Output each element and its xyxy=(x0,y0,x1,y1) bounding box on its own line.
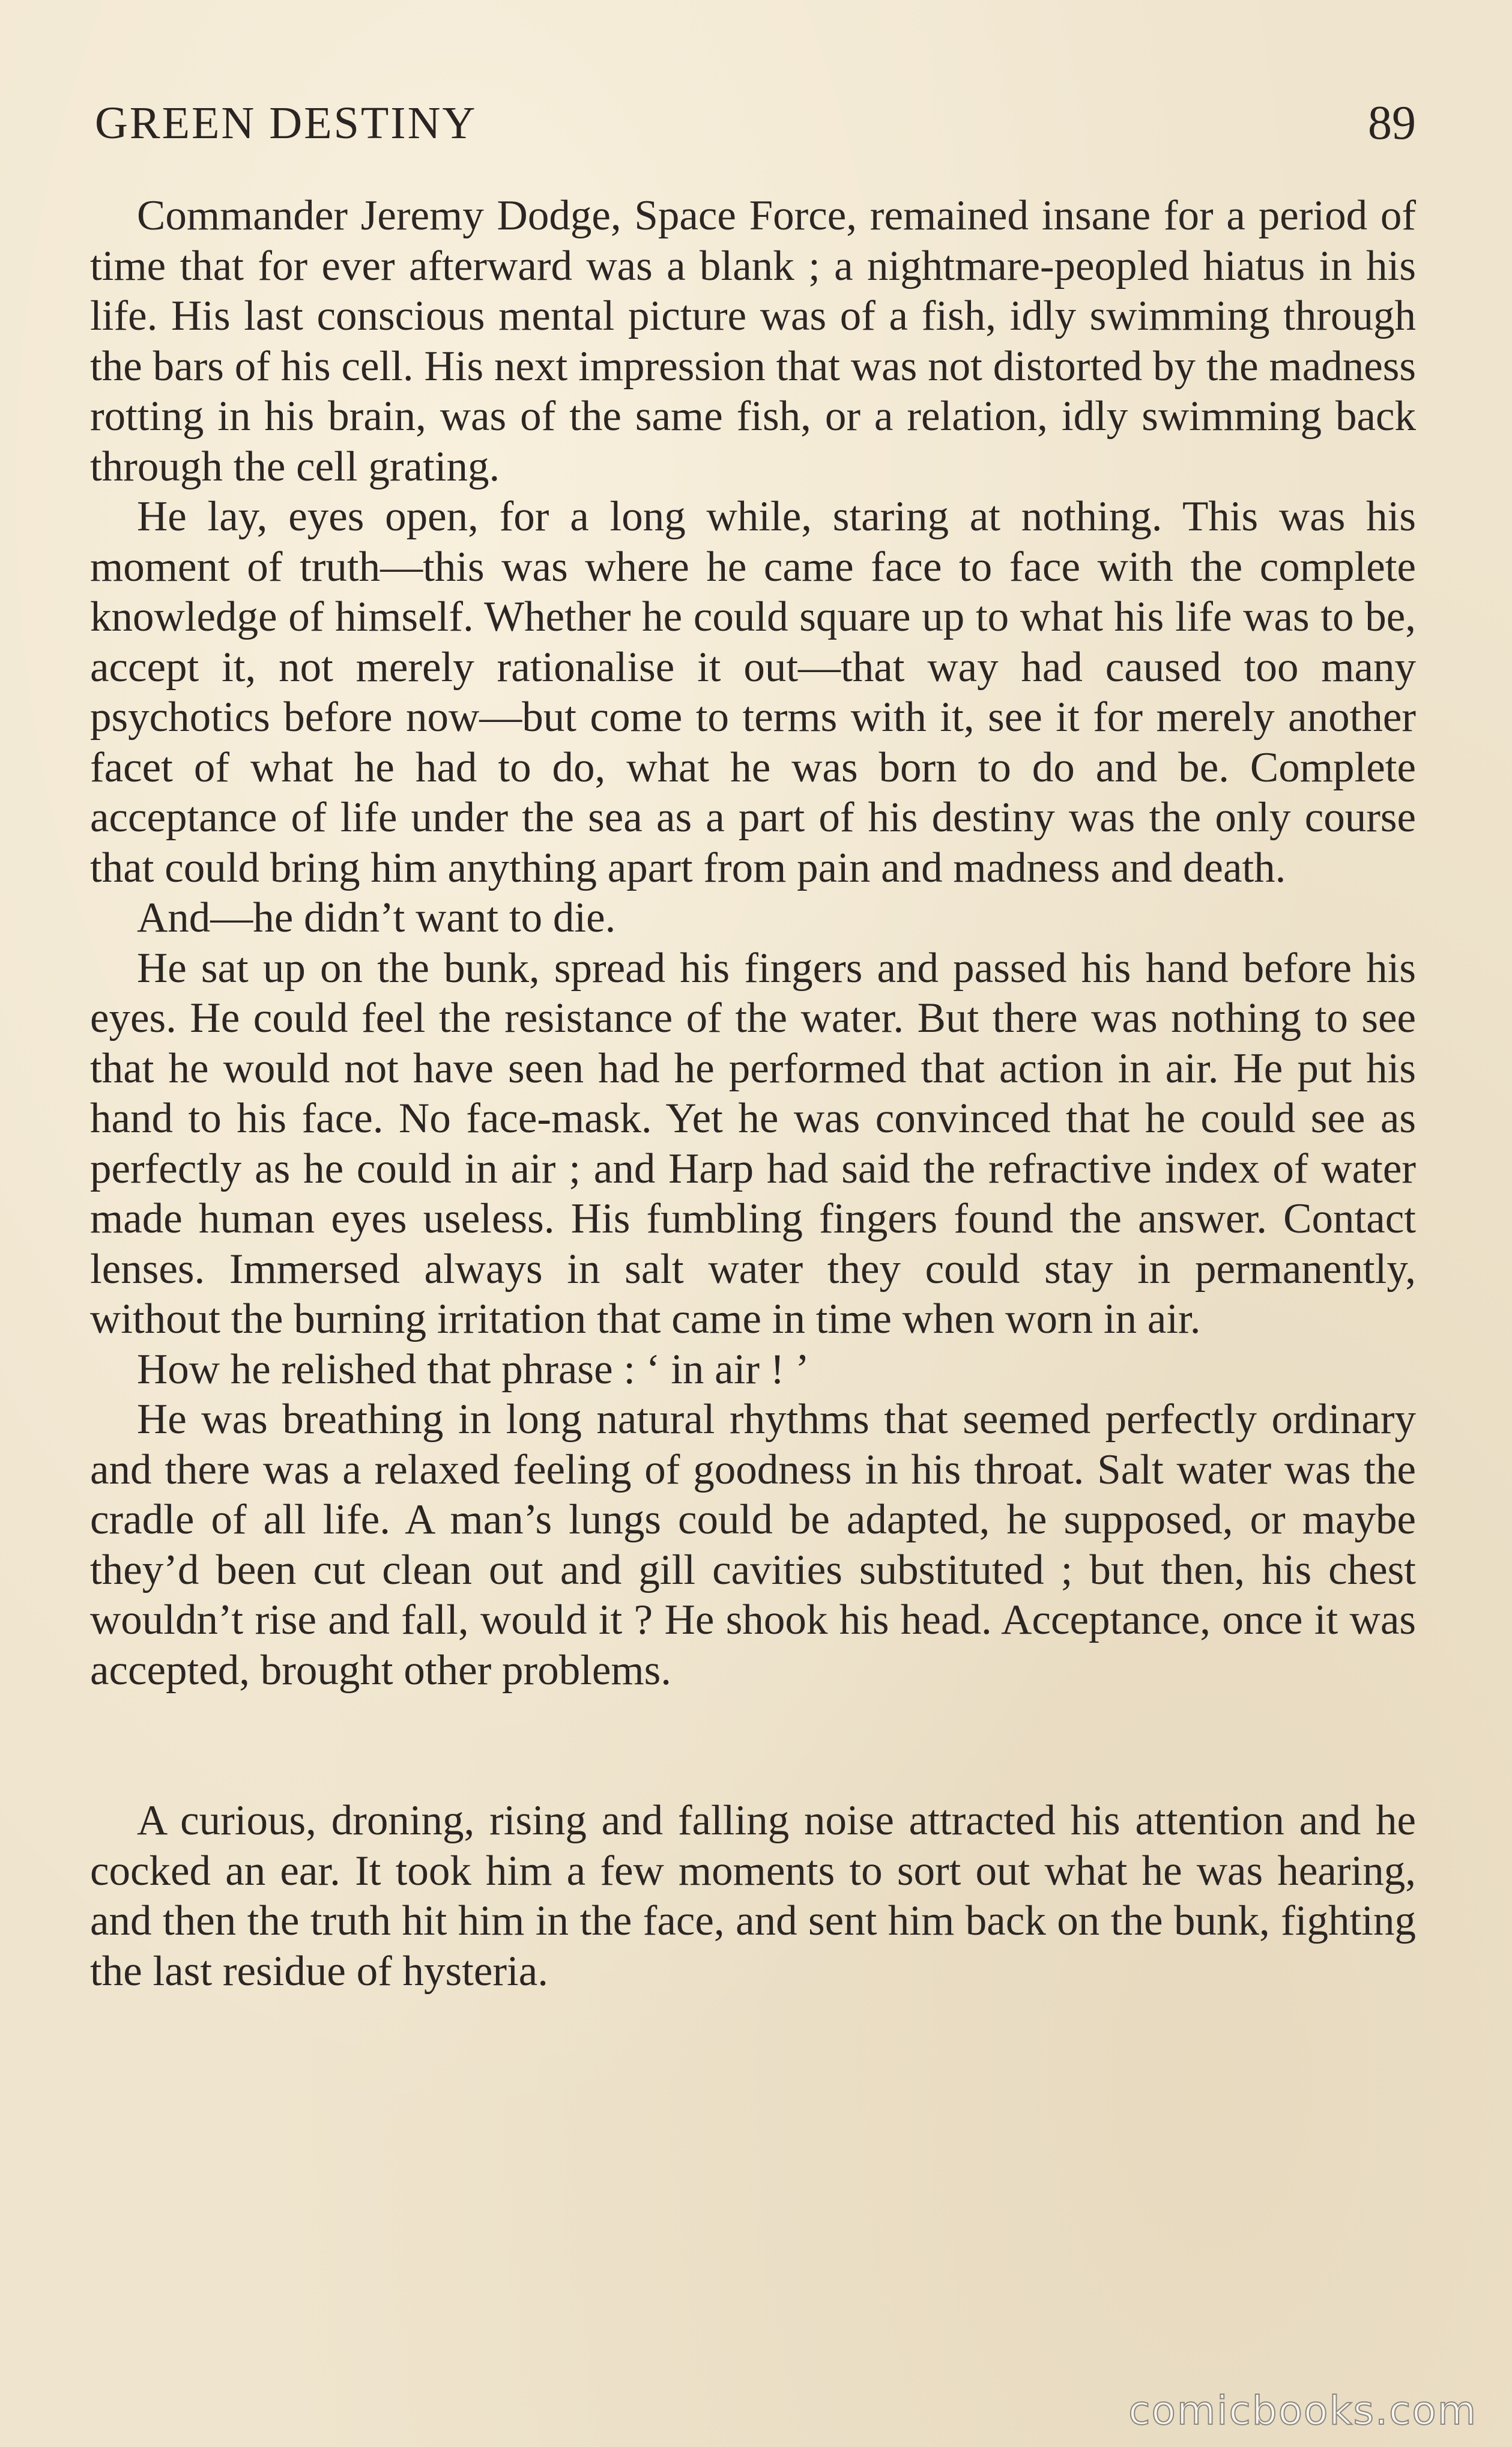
page-number: 89 xyxy=(1368,97,1416,150)
paragraph: How he relished that phrase : ‘ in air ! ’ xyxy=(137,1345,809,1393)
body-text xyxy=(90,191,1416,1997)
paragraph: And—he didn’t want to die. xyxy=(137,894,616,941)
paragraph: Commander Jeremy Dodge, Space Force, remained insane for a period of time that for ever afterward was a blank ; a nightmare-peopled hiatus in his life. His last conscious mental picture was of a fish, idly swimming through the bars of his cell. His next impression that was not distorted by the madness rotting in his brain, was of the same fish, or a relation, idly swimming back through the cell grating. xyxy=(90,192,1416,490)
paragraph: He was breathing in long natural rhythms that seemed perfectly ordinary and there was a relaxed feeling of goodness in his throat. Salt water was the cradle of all life. A man’s lungs could be adapted, he supposed, or maybe they’d been cut clean out and gill cavities substituted ; but then, his chest wouldn’t rise and fall, would it ? He shook his head. Acceptance, once it was accepted, brought other problems. xyxy=(90,1396,1416,1694)
paragraph: A curious, droning, rising and falling noise attracted his attention and he cocked an ear. It took him a few moments to sort out what he was hearing, and then the truth hit him in the face, and sent him back on the bunk, fighting the last residue of hysteria. xyxy=(90,1797,1416,1995)
running-head: GREEN DESTINY xyxy=(95,98,477,148)
paragraph: He lay, eyes open, for a long while, staring at nothing. This was his moment of truth—this was where he came face to face with the complete knowledge of himself. Whether he could square up to what his life was to be, accept it, not merely rationalise it out—that way had caused too many psychotics before now—but come to terms with it, see it for merely another facet of what he had to do, what he was born to do and be. Complete acceptance of life under the sea as a part of his destiny was the only course that could bring him anything apart from pain and madness and death. xyxy=(90,493,1416,891)
section-break xyxy=(90,1696,1416,1796)
paragraph: He sat up on the bunk, spread his fingers and passed his hand before his eyes. He could feel the resistance of the water. But there was nothing to see that he would not have seen had he performed that action in air. He put his hand to his face. No face-mask. Yet he was convinced that he could see as perfectly as he could in air ; and Harp had said the refractive index of water made human eyes useless. His fumbling fingers found the answer. Contact lenses. Immersed always in salt water they could stay in permanently, without the burning irritation that came in time when worn in air. xyxy=(90,944,1416,1342)
watermark: comicbooks.com xyxy=(1128,2388,1477,2434)
page-header xyxy=(95,90,1416,156)
